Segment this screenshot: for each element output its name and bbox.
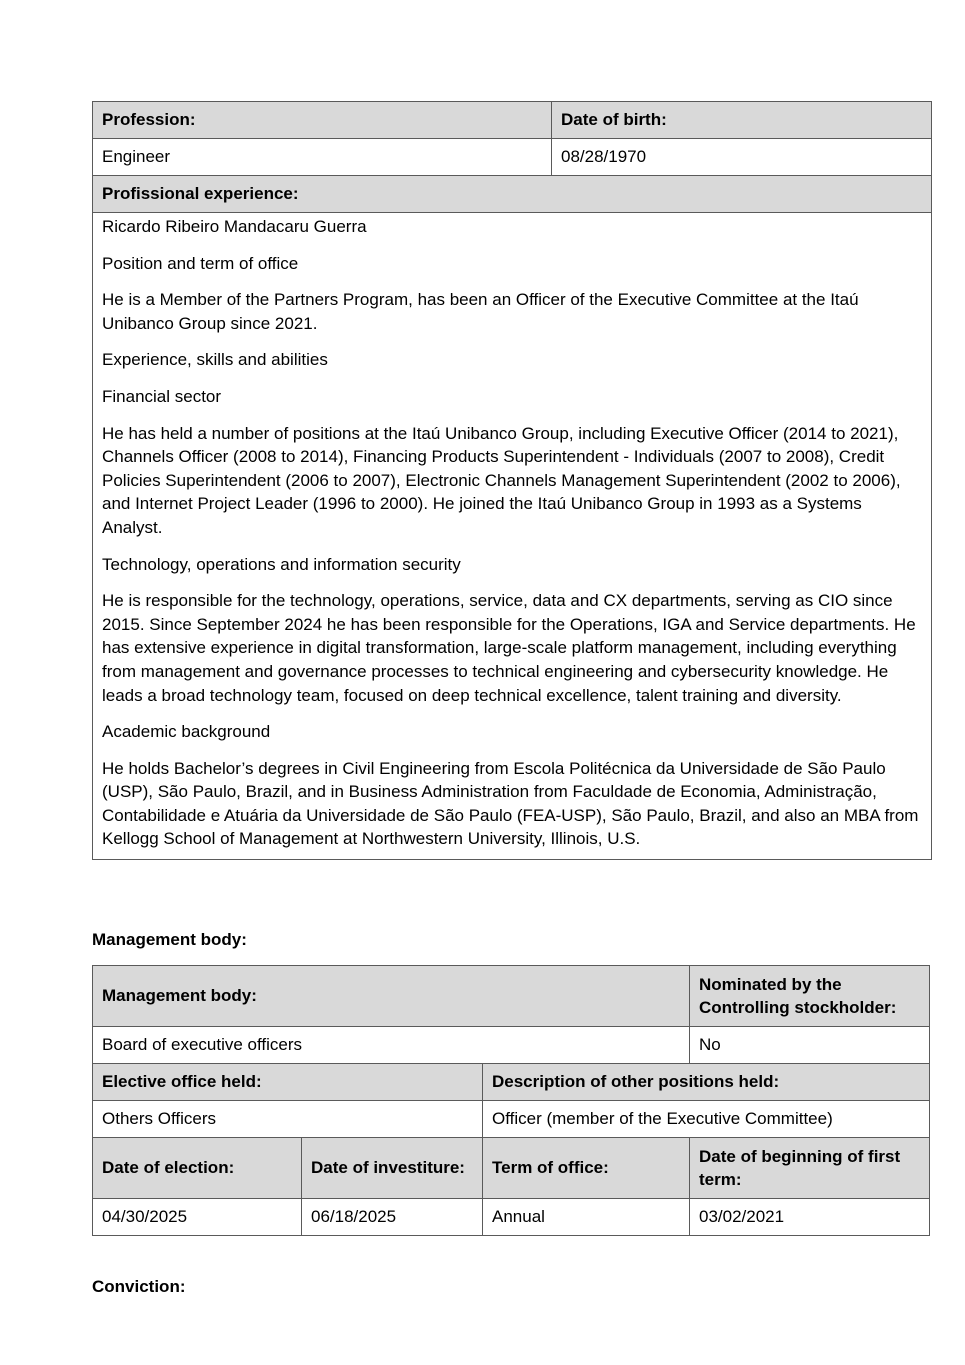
experience-subheading: Technology, operations and information security [102, 554, 461, 574]
date-of-birth-label: Date of birth: [552, 102, 932, 139]
experience-subheading: Position and term of office [102, 253, 299, 273]
elective-office-label: Elective office held: [93, 1064, 483, 1101]
profession-value: Engineer [93, 139, 552, 176]
elective-office-value: Others Officers [93, 1101, 483, 1138]
date-of-investiture-label: Date of investiture: [302, 1138, 483, 1199]
experience-paragraph: He holds Bachelor’s degrees in Civil Engineering from Escola Politécnica da Universidade de São Paulo (USP), São Paulo, Brazil, and in Business Administration from Faculdade de Economia, Administração, Contabilidade e Atuária da Universidade de São Paulo (FEA-USP), São Paulo, Brazil, and also an MBA from Kellogg School of Management at Northwestern University, Illinois, U.S. [102, 758, 919, 849]
date-of-birth-value: 08/28/1970 [552, 139, 932, 176]
term-of-office-value: Annual [483, 1199, 690, 1236]
experience-subheading: Financial sector [102, 386, 222, 406]
nominated-label: Nominated by the Controlling stockholder: [690, 966, 930, 1027]
experience-body [93, 213, 932, 860]
first-term-value: 03/02/2021 [690, 1199, 930, 1236]
first-term-label: Date of beginning of first term: [690, 1138, 930, 1199]
date-of-investiture-value: 06/18/2025 [302, 1199, 483, 1236]
experience-paragraph: He is a Member of the Partners Program, has been an Officer of the Executive Committee at the Itaú Unibanco Group since 2021. [102, 290, 859, 333]
personal-info-table [92, 101, 932, 860]
experience-label: Profissional experience: [93, 176, 932, 213]
other-positions-value: Officer (member of the Executive Committee) [483, 1101, 930, 1138]
profession-label: Profession: [93, 102, 552, 139]
date-of-election-value: 04/30/2025 [93, 1199, 302, 1236]
date-of-election-label: Date of election: [93, 1138, 302, 1199]
experience-name: Ricardo Ribeiro Mandacaru Guerra [102, 217, 367, 236]
conviction-heading: Conviction: [92, 1277, 186, 1296]
term-of-office-label: Term of office: [483, 1138, 690, 1199]
management-body-table [92, 965, 930, 1236]
nominated-value: No [690, 1027, 930, 1064]
experience-paragraph: He is responsible for the technology, operations, service, data and CX departments, serving as CIO since 2015. Since September 2024 he has been responsible for the Operations, IGA and Service departments. He has extensive experience in digital transformation, large-scale platform management, including everything from management and governance processes to technical engineering and cybersecurity knowledge. He leads a broad technology team, focused on deep technical excellence, talent training and diversity. [102, 591, 916, 705]
experience-paragraph: He has held a number of positions at the Itaú Unibanco Group, including Executive Officer (2014 to 2021), Channels Officer (2008 to 2014), Financing Products Superintendent - Individuals (2007 to 2008), Credit Policies Superintendent (2006 to 2007), Electronic Channels Management Superintendent (2002 to 2006), and Internet Project Leader (1996 to 2000). He joined the Itaú Unibanco Group in 1993 as a Systems Analyst. [102, 423, 901, 537]
management-body-label: Management body: [93, 966, 690, 1027]
management-body-heading: Management body: [92, 930, 247, 949]
experience-subheading: Experience, skills and abilities [102, 350, 328, 370]
other-positions-label: Description of other positions held: [483, 1064, 930, 1101]
experience-subheading: Academic background [102, 722, 271, 742]
management-body-value: Board of executive officers [93, 1027, 690, 1064]
